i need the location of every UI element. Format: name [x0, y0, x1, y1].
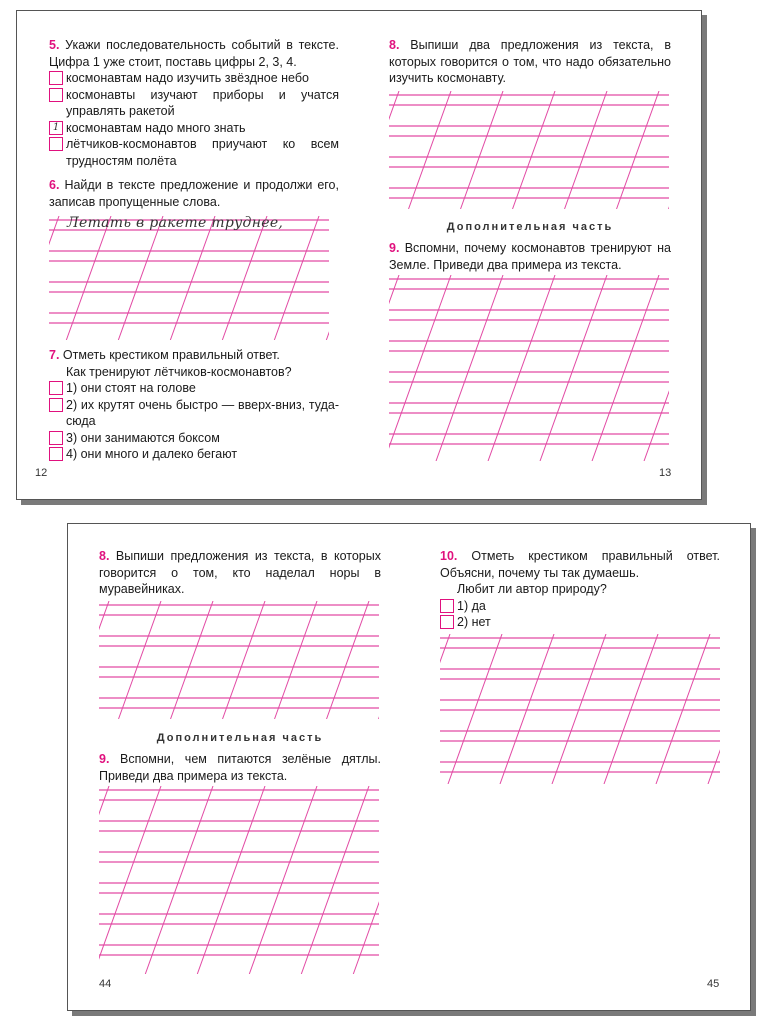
option-row	[49, 120, 339, 137]
slant-guide-line	[488, 275, 555, 461]
option-row	[440, 614, 720, 631]
slant-guide-line	[644, 275, 669, 461]
slant-guide-line	[617, 91, 659, 209]
slant-guide-line	[592, 275, 659, 461]
option-text: 1) они стоят на голове	[66, 381, 196, 395]
answer-checkbox[interactable]	[440, 599, 454, 613]
slant-guide-line	[249, 786, 317, 974]
option-text: 1) да	[457, 598, 486, 613]
slant-guide-line	[274, 216, 319, 340]
option-text: 2) их крутят очень быстро — вверх-вниз, туда-сюда	[66, 397, 339, 428]
task-text: Вспомни, чем питаются зелёные дятлы. Приведи два примера из текста.	[99, 752, 381, 783]
task-5	[49, 37, 339, 169]
slant-guide-line	[66, 216, 111, 340]
option-text: космонавтам надо много знать	[66, 120, 246, 135]
slant-guide-line	[119, 601, 161, 719]
option-text: 4) они много и далеко бегают	[66, 447, 238, 461]
writing-lines[interactable]	[99, 786, 379, 974]
writing-lines[interactable]	[389, 275, 669, 461]
slant-guide-line	[353, 786, 379, 974]
answer-checkbox[interactable]	[49, 398, 63, 412]
writing-lines[interactable]	[440, 634, 720, 784]
writing-lines[interactable]	[99, 601, 379, 719]
option-text: 3) они занимаются боксом	[66, 430, 220, 445]
task-6	[49, 177, 339, 210]
answer-checkbox[interactable]	[49, 431, 63, 445]
section-title: Дополнительная часть	[156, 732, 324, 744]
slant-guide-line	[222, 216, 267, 340]
task-number: 9.	[99, 752, 110, 766]
writing-lines[interactable]	[49, 216, 329, 340]
option-text: космонавты изучают приборы и учатся управлять ракетой	[66, 87, 339, 118]
page-number: 13	[659, 467, 672, 479]
option-row	[49, 446, 339, 463]
slant-guide-line	[301, 786, 369, 974]
slant-guide-line	[513, 91, 555, 209]
handwritten-answer: Летать в ракете труднее,	[67, 215, 284, 231]
task-text: Выпиши предложения из текста, в которых говорится о том, кто наделал норы в муравейниках.	[99, 549, 381, 596]
slant-guide-line	[171, 601, 213, 719]
task-text: Выпиши два предложения из текста, в которых говорится о том, что надо обязательно изучить космонавту.	[389, 38, 671, 85]
task-text: Отметь крестиком правильный ответ. Объясни, почему ты так думаешь.	[440, 549, 720, 580]
answer-checkbox[interactable]	[49, 381, 63, 395]
task-number: 8.	[389, 38, 400, 52]
sequence-box[interactable]: 1	[49, 121, 63, 135]
slant-guide-line	[540, 275, 607, 461]
page-number: 44	[99, 978, 112, 990]
slant-guide-line	[327, 601, 369, 719]
option-row	[49, 87, 339, 120]
option-text: 2) нет	[457, 615, 491, 629]
slant-guide-line	[461, 91, 503, 209]
task-text: Найди в тексте предложение и продолжи его, записав пропущенные слова.	[49, 178, 339, 209]
workbook-spread-pages-12-13	[16, 10, 702, 500]
answer-checkbox[interactable]	[440, 615, 454, 629]
page-12	[17, 11, 359, 499]
slant-guide-line	[436, 275, 503, 461]
slant-guide-line	[118, 216, 163, 340]
sequence-box[interactable]	[49, 71, 63, 85]
task-number: 10.	[440, 549, 458, 563]
option-row	[49, 70, 339, 87]
option-text: космонавтам надо изучить звёздное небо	[66, 71, 309, 85]
writing-lines[interactable]	[389, 91, 669, 209]
slant-guide-line	[99, 786, 161, 974]
page-number: 12	[35, 467, 48, 479]
task-number: 5.	[49, 38, 60, 52]
slant-guide-line	[223, 601, 265, 719]
sequence-box[interactable]	[49, 88, 63, 102]
slant-guide-line	[99, 601, 109, 719]
task-number: 8.	[99, 549, 110, 563]
slant-guide-line	[145, 786, 213, 974]
section-title: Дополнительная часть	[446, 221, 614, 233]
page-13	[359, 11, 701, 499]
task-number: 7.	[49, 348, 60, 362]
workbook-spread-pages-44-45	[67, 523, 751, 1011]
option-row	[49, 136, 339, 169]
option-text: лётчиков-космонавтов приучают ко всем трудностям полёта	[66, 137, 339, 168]
slant-guide-line	[409, 91, 451, 209]
slant-guide-line	[197, 786, 265, 974]
task-8	[389, 37, 671, 87]
question: Любит ли автор природу?	[457, 582, 607, 596]
option-row	[49, 380, 339, 397]
slant-guide-line	[326, 216, 329, 340]
task-9	[99, 751, 381, 784]
task-number: 6.	[49, 178, 60, 192]
task-10	[440, 548, 720, 631]
task-8	[99, 548, 381, 598]
task-9	[389, 240, 671, 273]
slant-guide-line	[49, 216, 59, 340]
sequence-box[interactable]	[49, 137, 63, 151]
task-text: Вспомни, почему космонавтов тренируют на Земле. Приведи два примера из текста.	[389, 241, 671, 272]
slant-guide-line	[389, 275, 451, 461]
slant-guide-line	[275, 601, 317, 719]
task-text: Отметь крестиком правильный ответ.	[62, 348, 280, 362]
option-row	[49, 430, 339, 447]
page-number: 45	[707, 978, 720, 990]
slant-guide-line	[565, 91, 607, 209]
task-text: Укажи последовательность событий в тексте. Цифра 1 уже стоит, поставь цифры 2, 3, 4.	[49, 38, 339, 69]
question: Как тренируют лётчиков-космонавтов?	[66, 364, 292, 379]
slant-guide-line	[170, 216, 215, 340]
task-7	[49, 347, 339, 463]
page-45	[409, 524, 750, 1010]
slant-guide-line	[389, 91, 399, 209]
option-row	[49, 397, 339, 430]
answer-checkbox[interactable]	[49, 447, 63, 461]
option-row	[440, 598, 720, 615]
page-44	[68, 524, 409, 1010]
task-number: 9.	[389, 241, 400, 255]
